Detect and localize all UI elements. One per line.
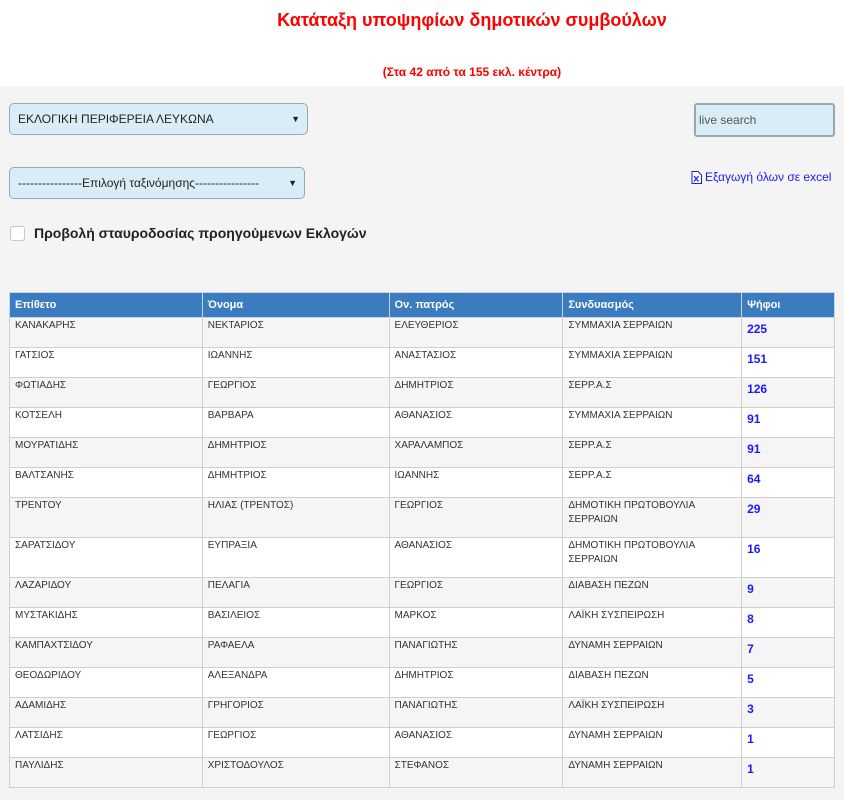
cell-surname: ΣΑΡΑΤΣΙΔΟΥ <box>10 538 203 578</box>
cell-name: ΔΗΜΗΤΡΙΟΣ <box>202 468 389 498</box>
column-header[interactable]: Ον. πατρός <box>389 293 563 318</box>
cell-votes: 1 <box>742 728 835 758</box>
table-row <box>10 578 835 608</box>
cell-party: ΔΙΑΒΑΣΗ ΠΕΖΩΝ <box>563 578 742 608</box>
cell-name: ΡΑΦΑΕΛΑ <box>202 638 389 668</box>
cell-party: ΔΗΜΟΤΙΚΗ ΠΡΩΤΟΒΟΥΛΙΑ ΣΕΡΡΑΙΩΝ <box>563 498 742 538</box>
cell-surname: ΜΥΣΤΑΚΙΔΗΣ <box>10 608 203 638</box>
cell-votes: 7 <box>742 638 835 668</box>
cell-surname: ΛΑΤΣΙΔΗΣ <box>10 728 203 758</box>
cell-surname: ΚΑΝΑΚΑΡΗΣ <box>10 318 203 348</box>
cell-name: ΝΕΚΤΑΡΙΟΣ <box>202 318 389 348</box>
previous-elections-label: Προβολή σταυροδοσίας προηγούμενων Εκλογών <box>34 225 367 241</box>
cell-surname: ΚΑΜΠΑΧΤΣΙΔΟΥ <box>10 638 203 668</box>
table-row <box>10 438 835 468</box>
cell-surname: ΓΑΤΣΙΟΣ <box>10 348 203 378</box>
cell-name: ΒΑΡΒΑΡΑ <box>202 408 389 438</box>
cell-party: ΣΕΡΡ.Α.Σ <box>563 468 742 498</box>
cell-surname: ΘΕΟΔΩΡΙΔΟΥ <box>10 668 203 698</box>
cell-party: ΛΑΪΚΗ ΣΥΣΠΕΙΡΩΣΗ <box>563 608 742 638</box>
column-header[interactable]: Επίθετο <box>10 293 203 318</box>
cell-votes: 1 <box>742 758 835 788</box>
cell-father-name: ΜΑΡΚΟΣ <box>389 608 563 638</box>
dropdown-arrow-icon: ▼ <box>291 114 300 124</box>
cell-father-name: ΑΘΑΝΑΣΙΟΣ <box>389 538 563 578</box>
cell-name: ΓΕΩΡΓΙΟΣ <box>202 378 389 408</box>
header <box>0 0 844 86</box>
table-row <box>10 348 835 378</box>
cell-party: ΣΥΜΜΑΧΙΑ ΣΕΡΡΑΙΩΝ <box>563 318 742 348</box>
cell-father-name: ΓΕΩΡΓΙΟΣ <box>389 498 563 538</box>
cell-votes: 91 <box>742 438 835 468</box>
cell-father-name: ΠΑΝΑΓΙΩΤΗΣ <box>389 638 563 668</box>
cell-party: ΔΙΑΒΑΣΗ ΠΕΖΩΝ <box>563 668 742 698</box>
cell-surname: ΑΔΑΜΙΔΗΣ <box>10 698 203 728</box>
cell-party: ΣΕΡΡ.Α.Σ <box>563 438 742 468</box>
cell-surname: ΤΡΕΝΤΟΥ <box>10 498 203 538</box>
cell-party: ΛΑΪΚΗ ΣΥΣΠΕΙΡΩΣΗ <box>563 698 742 728</box>
cell-party: ΣΕΡΡ.Α.Σ <box>563 378 742 408</box>
region-select[interactable] <box>9 103 308 135</box>
cell-surname: ΦΩΤΙΑΔΗΣ <box>10 378 203 408</box>
cell-name: ΗΛΙΑΣ (ΤΡΕΝΤΟΣ) <box>202 498 389 538</box>
cell-father-name: ΙΩΑΝΝΗΣ <box>389 468 563 498</box>
column-header[interactable]: Όνομα <box>202 293 389 318</box>
sort-select[interactable] <box>9 167 305 199</box>
cell-father-name: ΑΘΑΝΑΣΙΟΣ <box>389 728 563 758</box>
table-row <box>10 728 835 758</box>
cell-father-name: ΑΝΑΣΤΑΣΙΟΣ <box>389 348 563 378</box>
table-row <box>10 468 835 498</box>
previous-elections-toggle[interactable] <box>10 225 367 241</box>
table-row <box>10 498 835 538</box>
table-row <box>10 698 835 728</box>
cell-name: ΠΕΛΑΓΙΑ <box>202 578 389 608</box>
cell-votes: 3 <box>742 698 835 728</box>
page-title: Κατάταξη υποψηφίων δημοτικών συμβούλων <box>277 10 667 30</box>
cell-name: ΓΕΩΡΓΙΟΣ <box>202 728 389 758</box>
cell-votes: 126 <box>742 378 835 408</box>
cell-father-name: ΑΘΑΝΑΣΙΟΣ <box>389 408 563 438</box>
column-header[interactable]: Συνδυασμός <box>563 293 742 318</box>
cell-votes: 64 <box>742 468 835 498</box>
export-excel-label: Εξαγωγή όλων σε excel <box>705 170 832 184</box>
cell-party: ΔΗΜΟΤΙΚΗ ΠΡΩΤΟΒΟΥΛΙΑ ΣΕΡΡΑΙΩΝ <box>563 538 742 578</box>
cell-votes: 5 <box>742 668 835 698</box>
table-header-row <box>10 293 835 318</box>
cell-votes: 91 <box>742 408 835 438</box>
cell-votes: 151 <box>742 348 835 378</box>
excel-file-icon <box>691 171 702 184</box>
cell-name: ΑΛΕΞΑΝΔΡΑ <box>202 668 389 698</box>
previous-elections-checkbox[interactable] <box>10 226 25 241</box>
cell-father-name: ΔΗΜΗΤΡΙΟΣ <box>389 378 563 408</box>
cell-name: ΓΡΗΓΟΡΙΟΣ <box>202 698 389 728</box>
cell-name: ΙΩΑΝΝΗΣ <box>202 348 389 378</box>
table-row <box>10 408 835 438</box>
cell-party: ΣΥΜΜΑΧΙΑ ΣΕΡΡΑΙΩΝ <box>563 348 742 378</box>
cell-votes: 29 <box>742 498 835 538</box>
candidates-table <box>9 292 835 788</box>
cell-father-name: ΓΕΩΡΓΙΟΣ <box>389 578 563 608</box>
sort-select-value: ----------------Επιλογή ταξινόμησης---------------- <box>18 176 259 190</box>
cell-party: ΔΥΝΑΜΗ ΣΕΡΡΑΙΩΝ <box>563 728 742 758</box>
cell-name: ΕΥΠΡΑΞΙΑ <box>202 538 389 578</box>
cell-name: ΒΑΣΙΛΕΙΟΣ <box>202 608 389 638</box>
cell-party: ΔΥΝΑΜΗ ΣΕΡΡΑΙΩΝ <box>563 638 742 668</box>
table-row <box>10 538 835 578</box>
table-row <box>10 668 835 698</box>
cell-father-name: ΧΑΡΑΛΑΜΠΟΣ <box>389 438 563 468</box>
table-row <box>10 608 835 638</box>
cell-votes: 8 <box>742 608 835 638</box>
live-search-input[interactable] <box>694 103 835 137</box>
cell-votes: 16 <box>742 538 835 578</box>
cell-surname: ΚΟΤΣΕΛΗ <box>10 408 203 438</box>
region-select-value: ΕΚΛΟΓΙΚΗ ΠΕΡΙΦΕΡΕΙΑ ΛΕΥΚΩΝΑ <box>18 112 214 126</box>
cell-party: ΣΥΜΜΑΧΙΑ ΣΕΡΡΑΙΩΝ <box>563 408 742 438</box>
cell-surname: ΠΑΥΛΙΔΗΣ <box>10 758 203 788</box>
table-row <box>10 378 835 408</box>
column-header[interactable]: Ψήφοι <box>742 293 835 318</box>
cell-name: ΔΗΜΗΤΡΙΟΣ <box>202 438 389 468</box>
cell-father-name: ΠΑΝΑΓΙΩΤΗΣ <box>389 698 563 728</box>
dropdown-arrow-icon: ▼ <box>288 178 297 188</box>
cell-party: ΔΥΝΑΜΗ ΣΕΡΡΑΙΩΝ <box>563 758 742 788</box>
cell-father-name: ΔΗΜΗΤΡΙΟΣ <box>389 668 563 698</box>
cell-surname: ΛΑΖΑΡΙΔΟΥ <box>10 578 203 608</box>
cell-father-name: ΣΤΕΦΑΝΟΣ <box>389 758 563 788</box>
cell-surname: ΜΟΥΡΑΤΙΔΗΣ <box>10 438 203 468</box>
cell-name: ΧΡΙΣΤΟΔΟΥΛΟΣ <box>202 758 389 788</box>
table-row <box>10 638 835 668</box>
cell-votes: 9 <box>742 578 835 608</box>
page-subtitle: (Στα 42 από τα 155 εκλ. κέντρα) <box>382 65 562 79</box>
cell-father-name: ΕΛΕΥΘΕΡΙΟΣ <box>389 318 563 348</box>
cell-surname: ΒΑΛΤΣΑΝΗΣ <box>10 468 203 498</box>
cell-votes: 225 <box>742 318 835 348</box>
table-row <box>10 758 835 788</box>
table-row <box>10 318 835 348</box>
export-excel-link[interactable] <box>691 170 831 184</box>
